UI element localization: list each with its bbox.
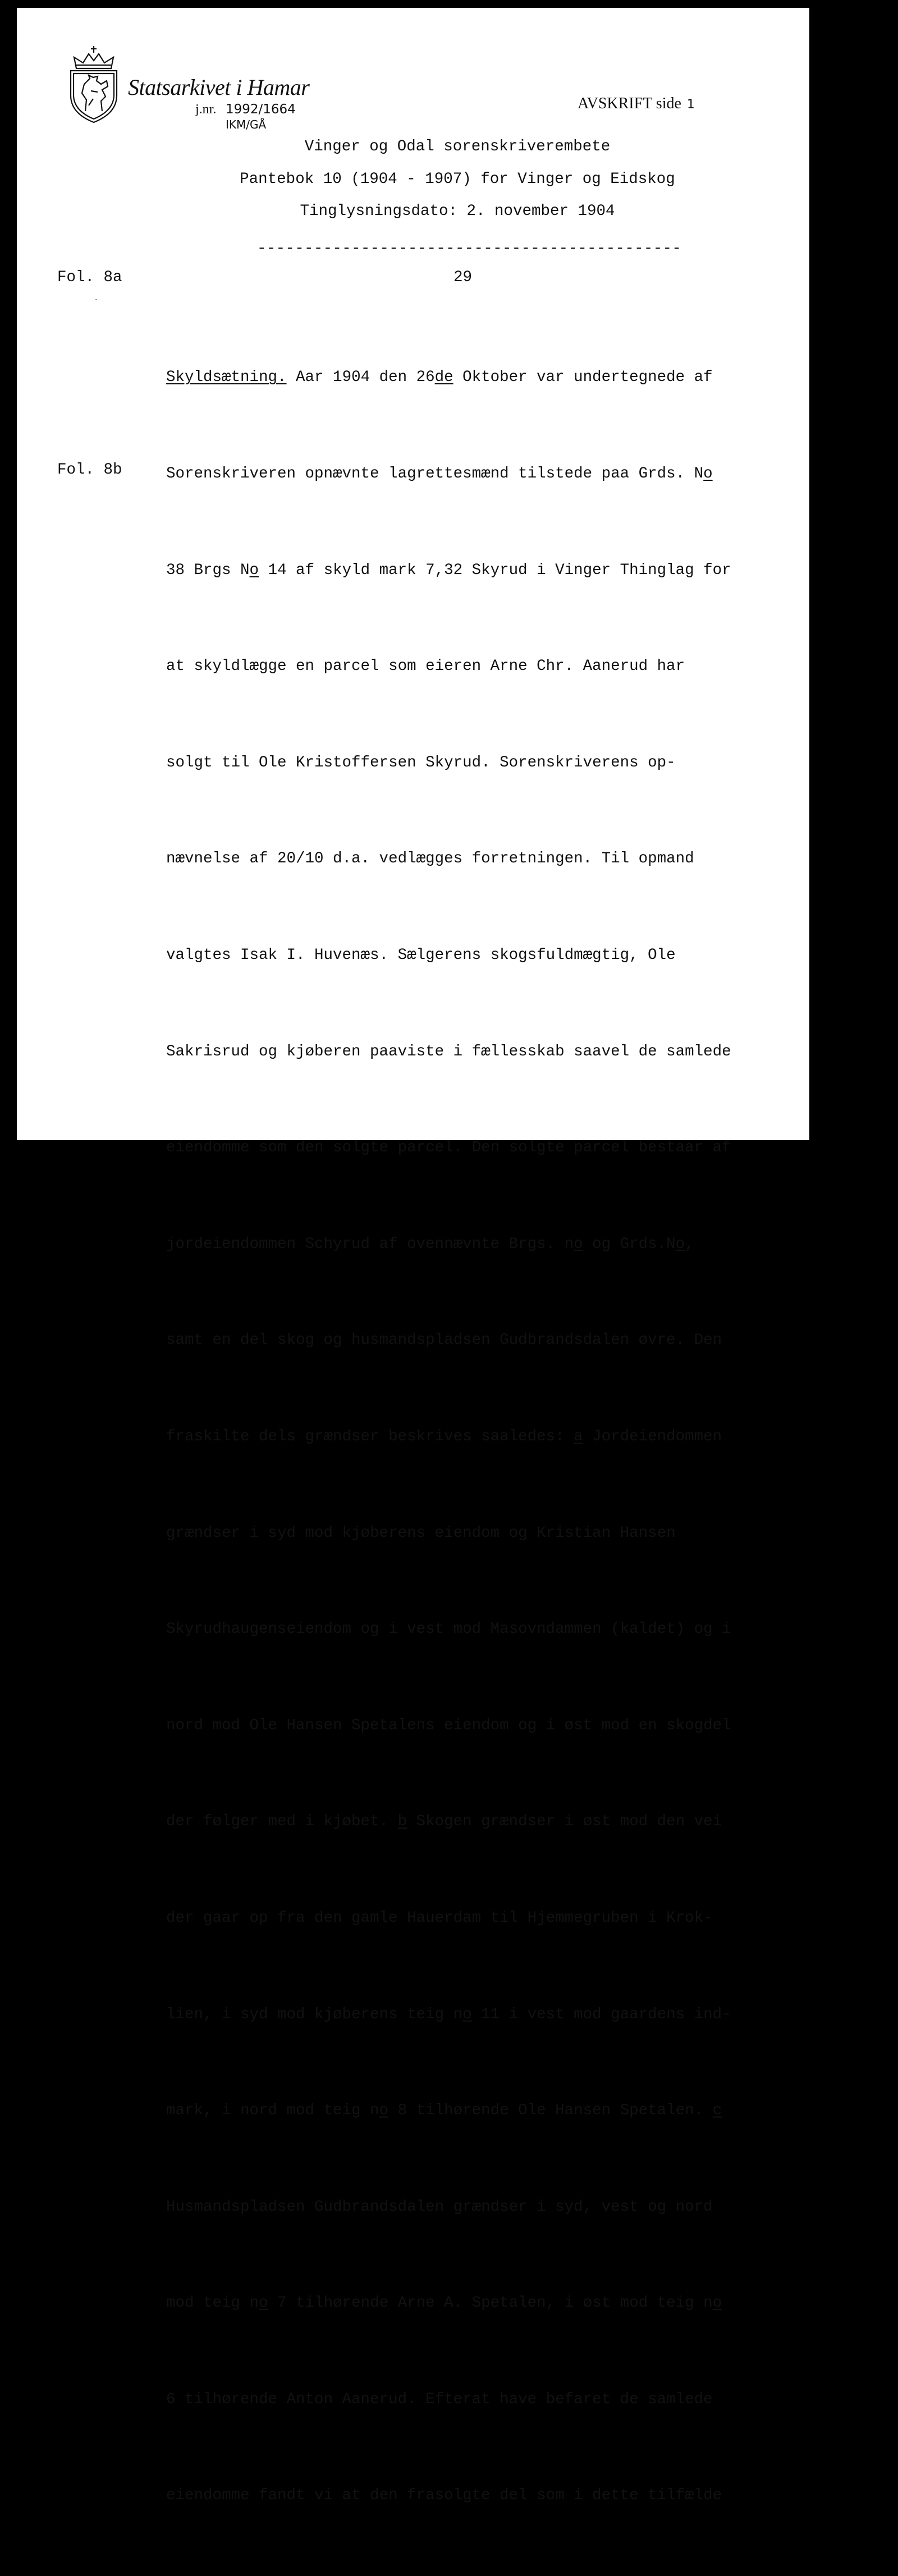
- clerk-initials: IKM/GÅ: [226, 118, 267, 131]
- title-divider: ---------------------------------------------: [257, 240, 682, 258]
- text-line: 38 Brgs No 14 af skyld mark 7,32 Skyrud i Vinger Thinglag for: [166, 561, 731, 579]
- transcript-page-number: 1: [686, 98, 695, 112]
- text-line: fraskilte dels grændser beskrives saaledes: a Jordeiendommen: [166, 1427, 722, 1445]
- archive-name: Statsarkivet i Hamar: [128, 75, 310, 100]
- text-line: grændser i syd mod kjøberens eiendom og Kristian Hansen: [166, 1524, 676, 1542]
- text-line: Sorenskriveren opnævnte lagrettesmænd tilstede paa Grds. No: [166, 465, 713, 483]
- text-line: nævnelse af 20/10 d.a. vedlægges forretningen. Til opmand: [166, 850, 694, 868]
- text-line: Skyldsætning. Aar 1904 den 26de Oktober var undertegnede af: [166, 369, 713, 387]
- text-line: Skyrudhaugenseiendom og i vest mod Masovndammen (kaldet) og i: [166, 1620, 731, 1638]
- folio-marker-8b: Fol. 8b: [57, 461, 122, 479]
- journal-number-value: 1992/1664: [226, 102, 296, 117]
- text-line: at skyldlægge en parcel som eieren Arne Chr. Aanerud har: [166, 658, 685, 676]
- text-line: mark, i nord mod teig no 8 tilhørende Ole Hansen Spetalen. c: [166, 2102, 722, 2120]
- scan-speck: [95, 299, 97, 300]
- document-title-register: Pantebok 10 (1904 - 1907) for Vinger og Eidskog: [240, 171, 675, 188]
- text-line: lien, i syd mod kjøberens teig no 11 i vest mod gaardens ind-: [166, 2005, 731, 2023]
- entry-number: 29: [453, 269, 473, 286]
- transcription-body: [166, 297, 795, 2576]
- text-line: solgt til Ole Kristoffersen Skyrud. Sorenskriverens op-: [166, 754, 676, 772]
- journal-number-label: j.nr.: [195, 102, 217, 117]
- text-line: 6 tilhørende Anton Aanerud. Efterat have befaret de samlede: [166, 2390, 713, 2408]
- heading-underlined: Skyldsætning.: [166, 369, 287, 387]
- document-page: [17, 8, 809, 2505]
- text-line: valgtes Isak I. Huvenæs. Sælgerens skogsfuldmægtig, Ole: [166, 946, 676, 964]
- text-line: der følger med i kjøbet. b Skogen grændser i øst mod den vei: [166, 1813, 722, 1831]
- transcript-page-label: [578, 95, 695, 113]
- text-line: eiendomme som den solgte parcel. Den solgte parcel bestaar af: [166, 1139, 731, 1157]
- text-line: mod teig no 7 tilhørende Arne A. Spetalen, i øst mod teig no: [166, 2294, 722, 2312]
- document-title-date: Tinglysningsdato: 2. november 1904: [300, 203, 615, 220]
- text-line: samt en del skog og husmandspladsen Gudbrandsdalen øvre. Den: [166, 1331, 722, 1349]
- text-line: Sakrisrud og kjøberen paaviste i fællesskab saavel de samlede: [166, 1043, 731, 1060]
- avskrift-label: AVSKRIFT side: [578, 95, 681, 112]
- text-line: der gaar op fra den gamle Hauerdam til Hjemmegruben i Krok-: [166, 1909, 713, 1927]
- document-title-court: Vinger og Odal sorenskriverembete: [304, 138, 611, 155]
- text-line: eiendomme fandt vi at den frasolgte del som i dette tilfælde: [166, 2487, 722, 2505]
- folio-marker-8a: Fol. 8a: [57, 269, 122, 286]
- text-line: jordeiendommen Schyrud af ovennævnte Brgs. no og Grds.No,: [166, 1235, 694, 1253]
- text-line: Husmandspladsen Gudbrandsdalen grændser i syd, vest og nord: [166, 2198, 713, 2216]
- norwegian-lion-crest-icon: [66, 45, 121, 123]
- text-line: nord mod Ole Hansen Spetalens eiendom og i øst mod en skogdel: [166, 1716, 731, 1734]
